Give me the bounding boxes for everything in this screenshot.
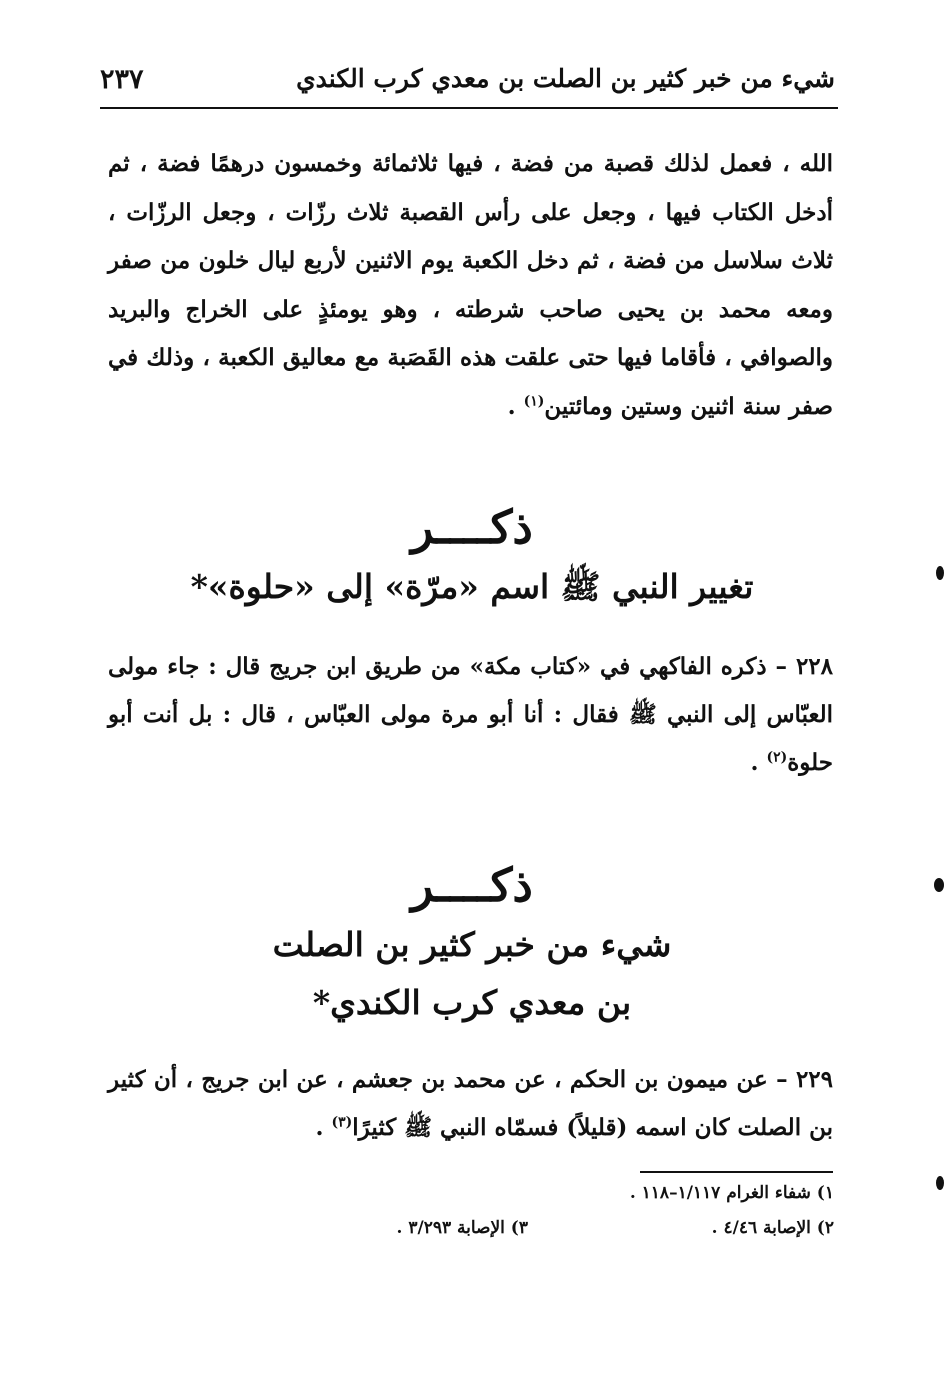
section-heading-dhikr: ذكــــر	[411, 500, 533, 554]
paragraph-end: .	[315, 1114, 332, 1141]
paragraph-text: ٢٢٨ – ذكره الفاكهي في «كتاب مكة» من طريق ابن جريج قال : جاء مولى العبّاس إلى النبي ﷺ فقال : أنا أبو مرة مولى العبّاس ، قال : بل أنت أبو حلوة	[108, 653, 833, 776]
running-header	[100, 56, 835, 106]
section-title-line-1: شيء من خبر كثير بن الصلت	[272, 925, 672, 964]
section-title-line-2: بن معدي كرب الكندي*	[312, 983, 632, 1022]
scan-speck	[936, 1176, 944, 1190]
footnote-ref-2: (٢)	[766, 749, 788, 766]
paragraph-end: .	[507, 392, 524, 420]
footnote-ref-3: (٣)	[331, 1114, 353, 1131]
scan-speck	[936, 566, 944, 580]
running-title: شيء من خبر كثير بن الصلت بن معدي كرب الكندي	[296, 64, 835, 93]
scan-speck	[934, 878, 944, 892]
paragraph-229	[108, 1056, 833, 1152]
paragraph-text: الله ، فعمل لذلك قصبة من فضة ، فيها ثلاثمائة وخمسون درهمًا فضة ، ثم أدخل الكتاب فيها ، وجعل على رأس القصبة ثلاث رزّات ، وجعل الرزّات ، ثلاث سلاسل من فضة ، ثم دخل الكعبة يوم الاثنين لأربع ليال خلون من صفر ومعه محمد بن يحيى صاحب شرطته ، وهو يومئذٍ على الخراج والبريد والصوافي ، فأقاما فيها حتى علقت هذه القَصَبة مع معاليق الكعبة ، وذلك في صفر سنة اثنين وستين ومائتين	[108, 150, 833, 420]
section-heading-dhikr: ذكــــر	[411, 858, 533, 912]
footnote-2: ٢) الإصابة ٤/٤٦ .	[711, 1218, 834, 1238]
paragraph-continuation	[108, 140, 833, 431]
header-rule	[100, 107, 838, 109]
paragraph-end: .	[750, 749, 767, 776]
footnote-rule	[640, 1171, 833, 1173]
paragraph-228	[108, 643, 833, 787]
footnote-3: ٣) الإصابة ٣/٢٩٣ .	[396, 1218, 528, 1238]
section-title: تغيير النبي ﷺ اسم «مرّة» إلى «حلوة»*	[190, 567, 754, 606]
footnote-1: ١) شفاء الغرام ١/١١٧–١١٨ .	[629, 1183, 834, 1203]
page-number: ٢٣٧	[100, 64, 144, 95]
footnote-ref-1: (١)	[523, 392, 545, 409]
paragraph-text: ٢٢٩ – عن ميمون بن الحكم ، عن محمد بن جعشم ، عن ابن جريج ، أن كثير بن الصلت كان اسمه (قليلاً) فسمّاه النبي ﷺ كثيرًا	[108, 1066, 833, 1141]
